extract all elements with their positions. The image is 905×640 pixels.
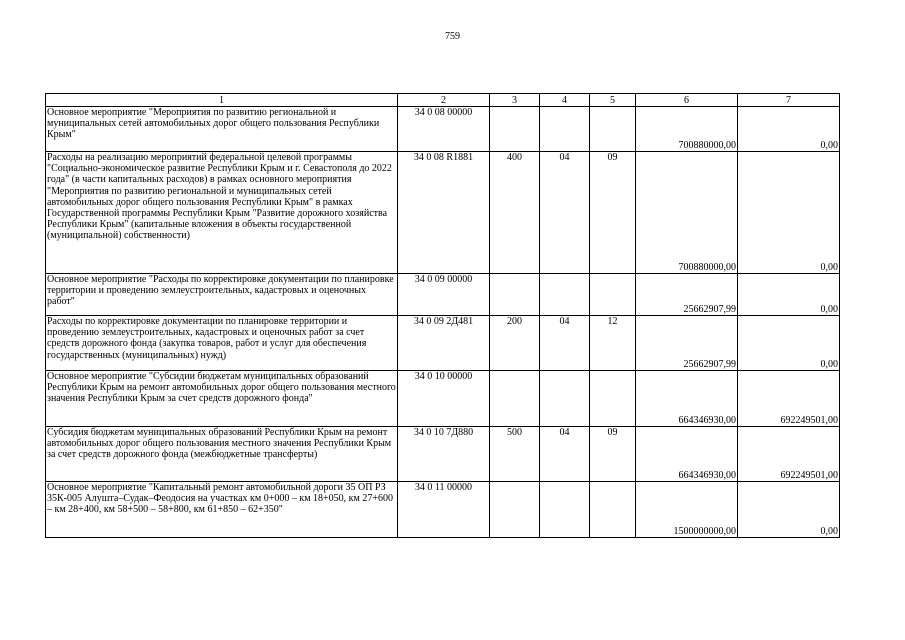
row-sum-2: 0,00	[738, 482, 840, 538]
row-vr	[490, 482, 540, 538]
row-csr: 34 0 08 R1881	[398, 152, 490, 274]
row-pr	[590, 107, 636, 152]
row-sum-1: 25662907,99	[636, 316, 738, 371]
budget-table	[45, 93, 840, 538]
row-csr: 34 0 08 00000	[398, 107, 490, 152]
row-pr	[590, 482, 636, 538]
table-row	[46, 152, 840, 274]
row-pr: 12	[590, 316, 636, 371]
row-sum-1: 664346930,00	[636, 371, 738, 427]
row-sum-2: 0,00	[738, 274, 840, 316]
row-sum-2: 0,00	[738, 152, 840, 274]
row-sum-1: 700880000,00	[636, 107, 738, 152]
row-sum-1: 25662907,99	[636, 274, 738, 316]
row-vr	[490, 107, 540, 152]
table-row	[46, 427, 840, 482]
table-row	[46, 107, 840, 152]
row-name: Расходы на реализацию мероприятий федеральной целевой программы "Социально-экономическое развитие Республики Крым и г. Севастополя до 2022 года" (в части капитальных расходов) в рамках основного мероприятия "Мероприятия по развитию региональной и муниципальных сетей автомобильных дорог общего пользования Республики Крым" в рамках Государственной программы Республики Крым "Развитие дорожного хозяйства Республики Крым" (капитальные вложения в объекты государственной (муниципальной) собственности)	[46, 152, 398, 274]
row-vr: 500	[490, 427, 540, 482]
header-cell-3: 3	[490, 94, 540, 107]
row-name: Расходы по корректировке документации по планировке территории и проведению землеустроительных, кадастровых и оценочных работ за счет средств дорожного фонда (закупка товаров, работ и услуг для обеспечения государственных (муниципальных) нужд)	[46, 316, 398, 371]
row-name: Основное мероприятие "Мероприятия по развитию региональной и муниципальных сетей автомобильных дорог общего пользования Республики Крым"	[46, 107, 398, 152]
header-cell-2: 2	[398, 94, 490, 107]
row-name: Основное мероприятие "Субсидии бюджетам муниципальных образований Республики Крым на ремонт автомобильных дорог общего пользования местного значения Республики Крым за счет средств дорожного фонда"	[46, 371, 398, 427]
row-vr	[490, 274, 540, 316]
row-vr: 400	[490, 152, 540, 274]
row-vr: 200	[490, 316, 540, 371]
row-csr: 34 0 09 2Д481	[398, 316, 490, 371]
header-cell-1: 1	[46, 94, 398, 107]
table-row	[46, 316, 840, 371]
row-sum-2: 0,00	[738, 316, 840, 371]
row-vr	[490, 371, 540, 427]
page-number: 759	[445, 31, 460, 42]
row-pr	[590, 371, 636, 427]
row-rz	[540, 482, 590, 538]
row-pr: 09	[590, 152, 636, 274]
table-row	[46, 274, 840, 316]
row-sum-2: 692249501,00	[738, 427, 840, 482]
row-rz: 04	[540, 152, 590, 274]
row-csr: 34 0 09 00000	[398, 274, 490, 316]
row-rz	[540, 371, 590, 427]
header-cell-4: 4	[540, 94, 590, 107]
row-name: Основное мероприятие "Капитальный ремонт автомобильной дороги 35 ОП РЗ 35К-005 Алушта–Судак–Феодосия на участках км 0+000 – км 18+050, км 27+600 – км 28+400, км 58+500 – 58+800, км 61+850 – 62+350"	[46, 482, 398, 538]
row-sum-1: 1500000000,00	[636, 482, 738, 538]
row-sum-1: 700880000,00	[636, 152, 738, 274]
header-cell-7: 7	[738, 94, 840, 107]
row-rz	[540, 107, 590, 152]
row-rz: 04	[540, 316, 590, 371]
row-rz	[540, 274, 590, 316]
row-sum-2: 692249501,00	[738, 371, 840, 427]
header-cell-5: 5	[590, 94, 636, 107]
row-csr: 34 0 10 00000	[398, 371, 490, 427]
table-row	[46, 371, 840, 427]
row-rz: 04	[540, 427, 590, 482]
row-pr: 09	[590, 427, 636, 482]
row-csr: 34 0 11 00000	[398, 482, 490, 538]
table-header-row	[46, 94, 840, 107]
table-row	[46, 482, 840, 538]
row-csr: 34 0 10 7Д880	[398, 427, 490, 482]
row-name: Основное мероприятие "Расходы по корректировке документации по планировке территории и проведению землеустроительных, кадастровых и оценочных работ"	[46, 274, 398, 316]
row-sum-2: 0,00	[738, 107, 840, 152]
row-name: Субсидия бюджетам муниципальных образований Республики Крым на ремонт автомобильных дорог общего пользования местного значения Республики Крым за счет средств дорожного фонда (межбюджетные трансферты)	[46, 427, 398, 482]
header-cell-6: 6	[636, 94, 738, 107]
row-pr	[590, 274, 636, 316]
row-sum-1: 664346930,00	[636, 427, 738, 482]
